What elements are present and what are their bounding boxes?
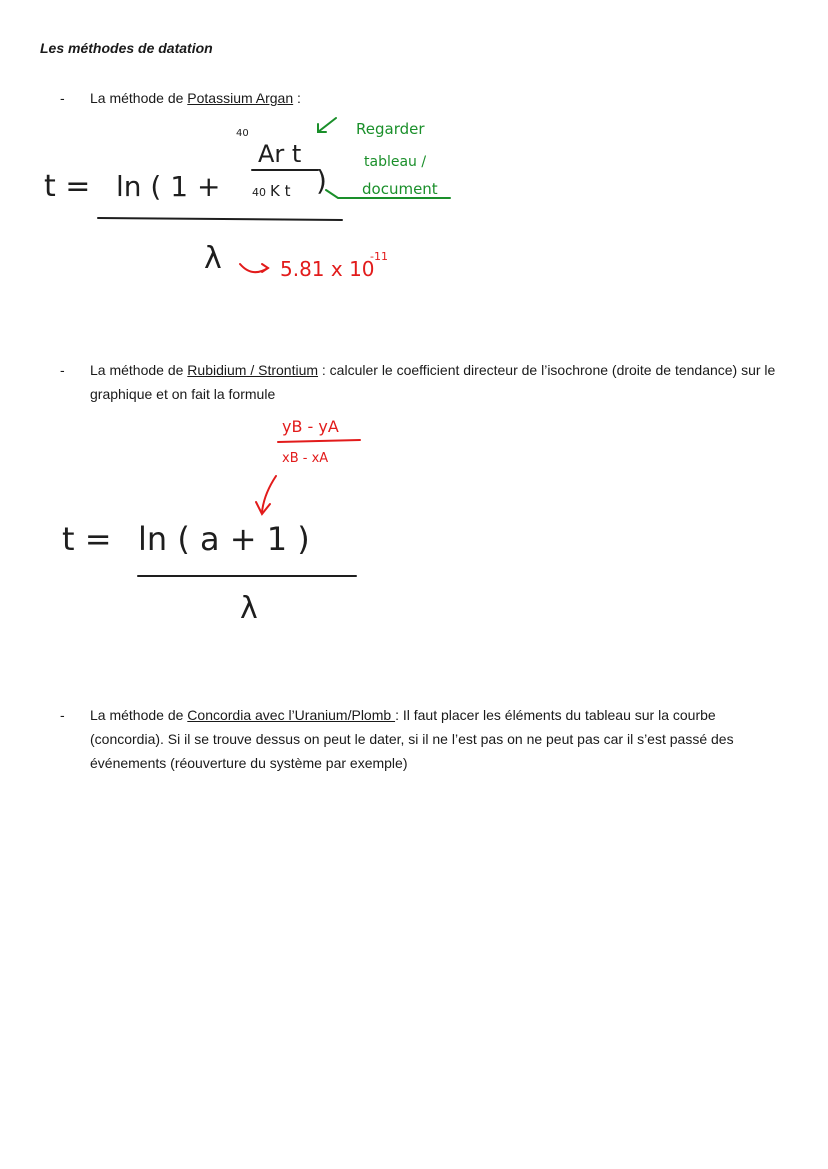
method-prefix: La méthode de <box>90 362 188 378</box>
formula1-lhs: t = <box>44 169 91 204</box>
formula1-num-isotope: 40 <box>236 128 249 139</box>
method-name: Rubidium / Strontium <box>187 362 319 378</box>
green-note-line-2: tableau / <box>364 154 427 170</box>
method-suffix: : <box>293 90 301 106</box>
method-prefix: La méthode de <box>90 707 188 723</box>
formula2-lhs: t = <box>62 520 112 558</box>
green-note-line-1: Regarder <box>356 120 425 138</box>
green-note-line-3: document <box>362 180 438 198</box>
formula1-denominator-kt: K t <box>270 182 291 200</box>
method-prefix: La méthode de <box>90 90 188 106</box>
formula2-ln-expression: ln ( a + 1 ) <box>138 520 310 558</box>
slope-denominator: xB - xA <box>282 451 329 466</box>
method-name: Concordia avec l’Uranium/Plomb <box>187 707 396 723</box>
formula1-lambda-exponent: -11 <box>370 250 388 263</box>
bullet-dash: - <box>60 90 65 106</box>
method-text <box>90 703 780 775</box>
formula1-numerator: Ar t <box>258 140 302 168</box>
bullet-dash: - <box>60 362 65 378</box>
formula1-lambda: λ <box>204 241 222 276</box>
slope-numerator: yB - yA <box>282 417 339 436</box>
formula1-den-isotope: 40 <box>252 186 266 199</box>
page-title: Les méthodes de datation <box>40 40 213 56</box>
bullet-dash: - <box>60 707 65 723</box>
slope-fraction-bar <box>278 440 360 442</box>
formula2-lambda: λ <box>240 591 258 626</box>
formula1-lambda-value: 5.81 x 10 <box>280 257 375 281</box>
formula1-close-paren: ) <box>316 164 327 197</box>
method-suffix: : Il faut placer les éléments du tableau sur la courbe (concordia). Si il se trouve dessus on peut le dater, si il ne l’est pas on ne peut pas car il s’est passé des événements (réouverture du système par exemple) <box>90 707 734 771</box>
formula1-ln-open: ln ( 1 + <box>116 170 221 203</box>
method-name: Potassium Argan <box>187 90 294 106</box>
method-suffix: : calculer le coefficient directeur de l’isochrone (droite de tendance) sur le graphique et on fait la formule <box>90 362 776 402</box>
method-concordia <box>60 703 780 775</box>
